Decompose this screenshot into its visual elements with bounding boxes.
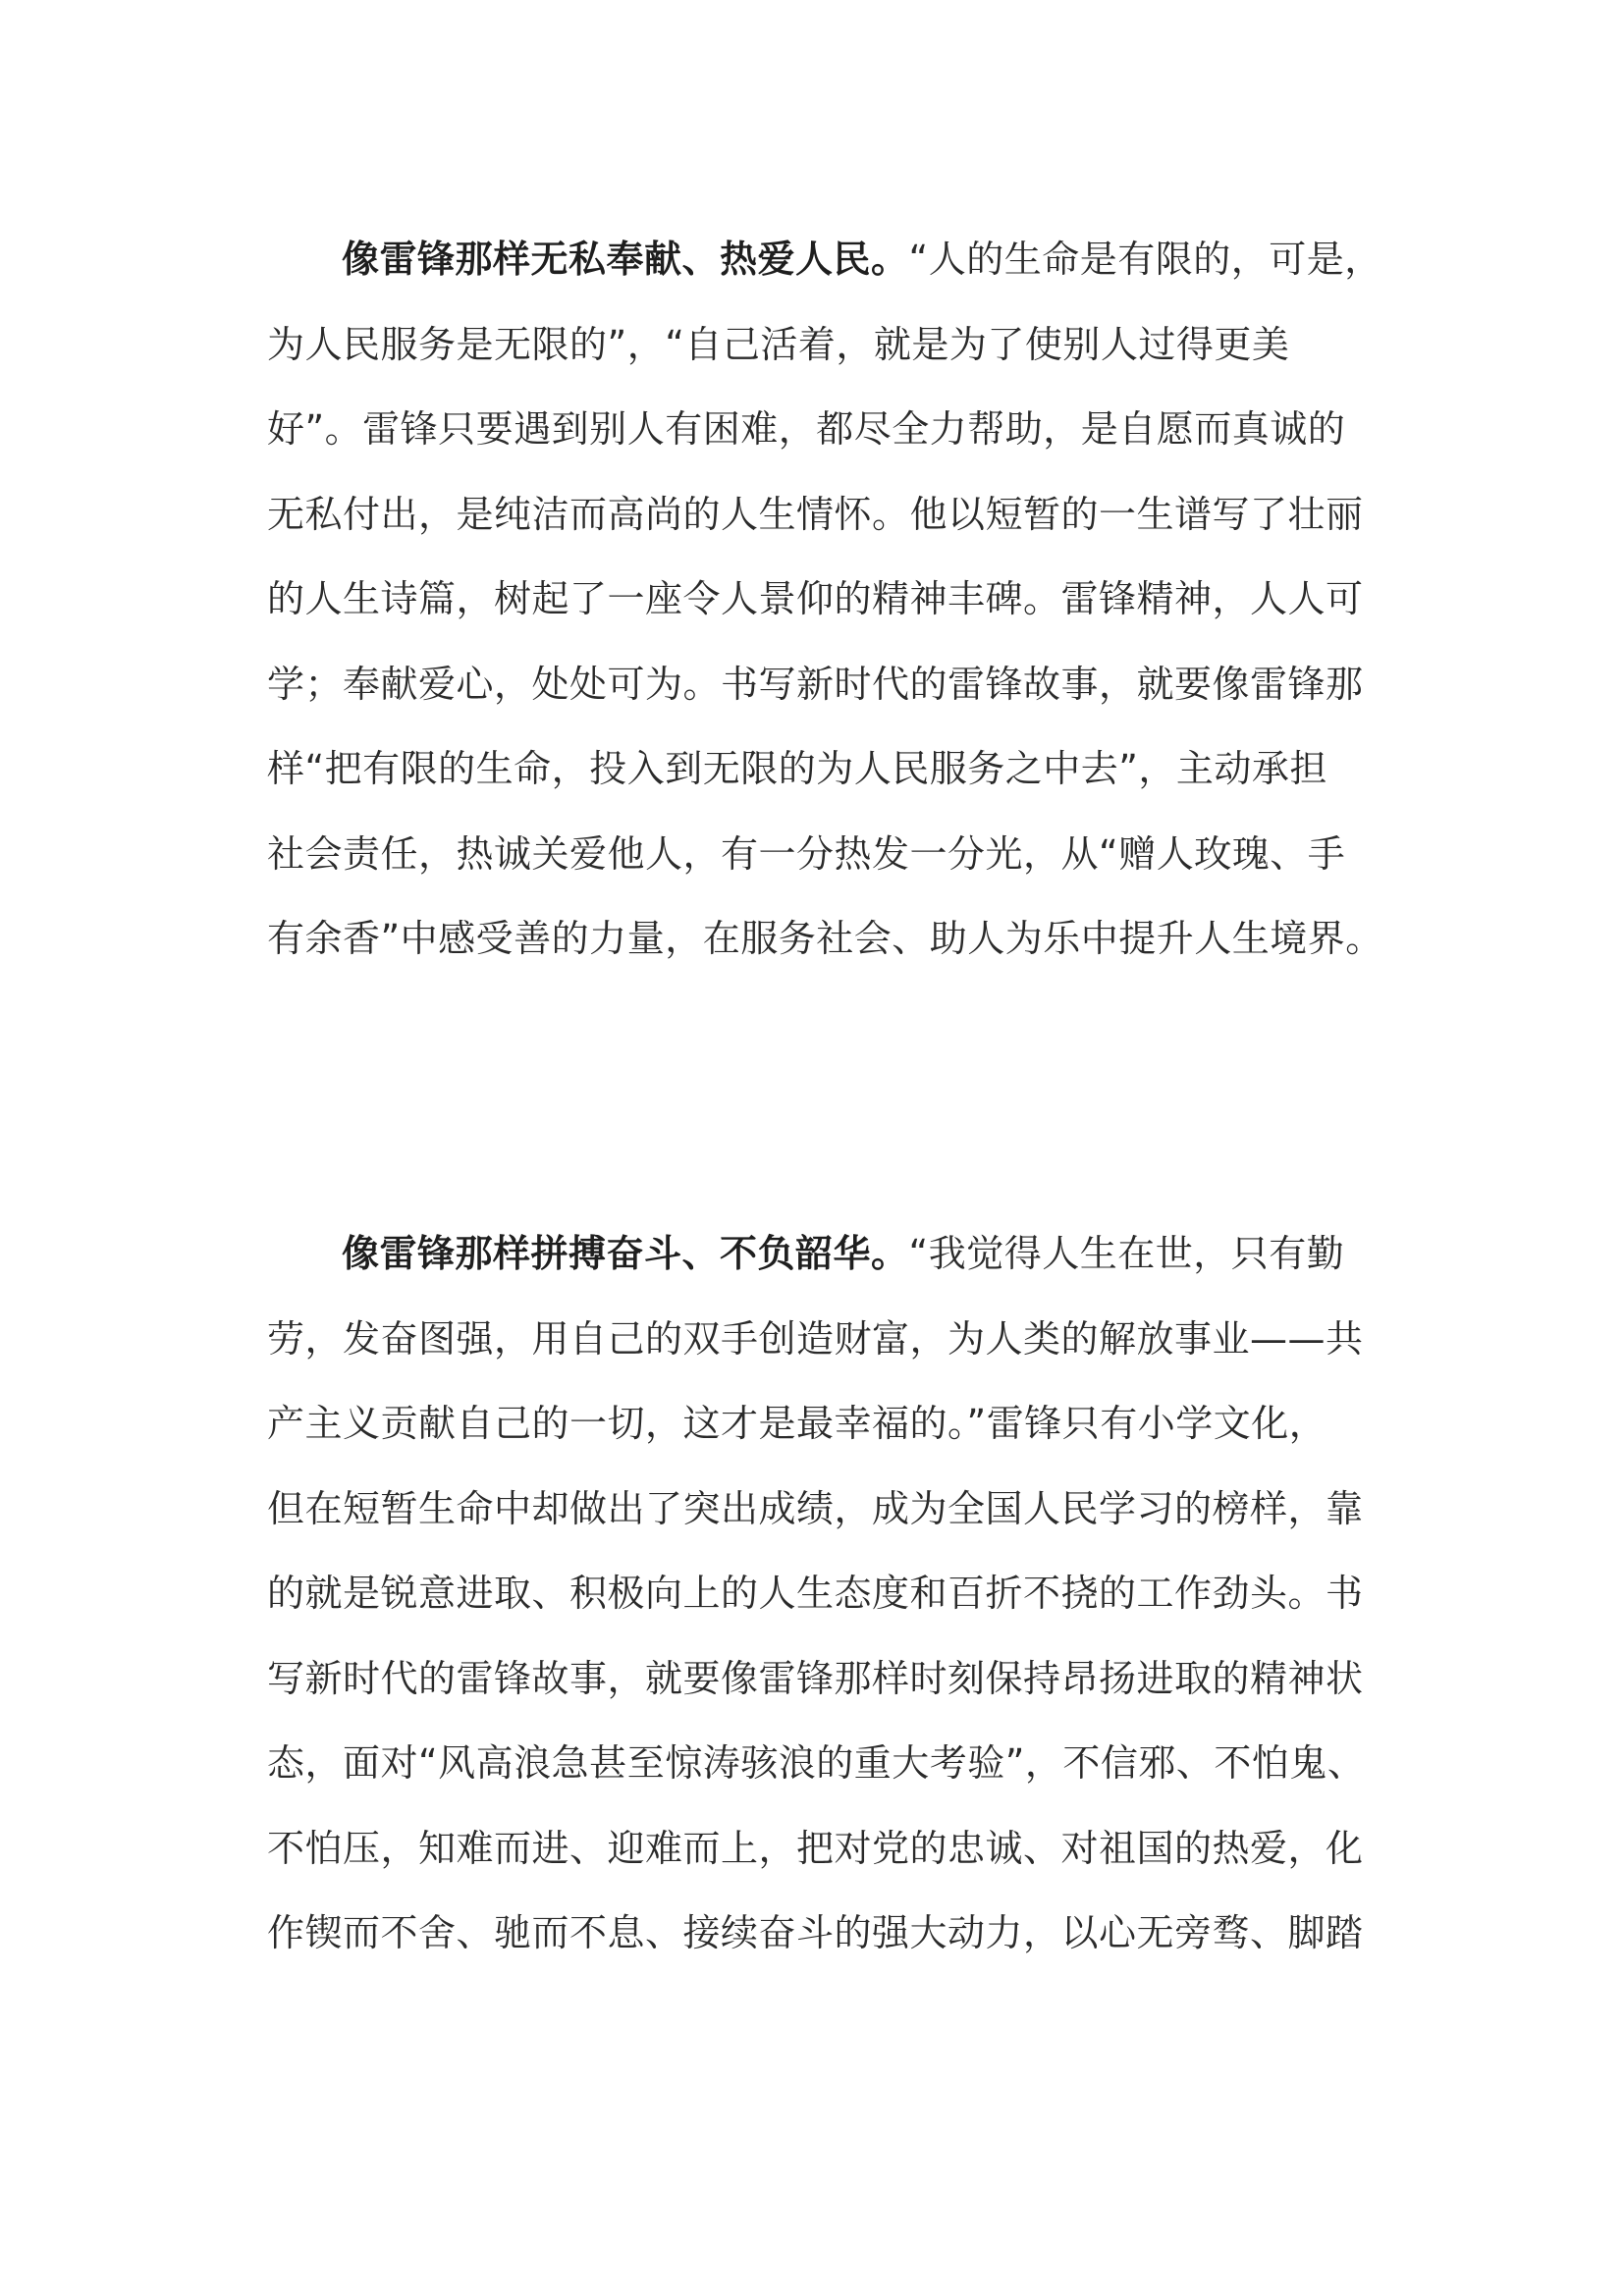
paragraph-line: 但在短暂生命中却做出了突出成绩，成为全国人民学习的榜样，靠 — [267, 1486, 1364, 1530]
paragraph-first-line — [267, 228, 1382, 313]
paragraph-lead-heading: 像雷锋那样拼搏奋斗、不负韶华。 — [342, 1232, 909, 1275]
paragraph-text: “我觉得人生在世，只有勤 — [908, 1232, 1345, 1275]
paragraph-line: 学；奉献爱心，处处可为。书写新时代的雷锋故事，就要像雷锋那 — [267, 662, 1364, 706]
paragraph-line: 产主义贡献自己的一切，这才是最幸福的。”雷锋只有小学文化， — [267, 1402, 1327, 1445]
paragraph-line: 作锲而不舍、驰而不息、接续奋斗的强大动力，以心无旁骛、脚踏 — [267, 1911, 1364, 1954]
paragraph-selfless-dedication — [267, 228, 1383, 992]
paragraph-line: 好”。雷锋只要遇到别人有困难，都尽全力帮助，是自愿而真诚的 — [267, 407, 1346, 451]
paragraph-text: “人的生命是有限的，可是， — [908, 238, 1382, 281]
paragraph-first-line — [267, 1222, 1357, 1308]
paragraph-line: 样“把有限的生命，投入到无限的为人民服务之中去”，主动承担 — [267, 747, 1327, 790]
paragraph-line: 为人民服务是无限的”，“自己活着，就是为了使别人过得更美 — [267, 322, 1290, 366]
paragraph-line: 社会责任，热诚关爱他人，有一分热发一分光，从“赠人玫瑰、手 — [267, 831, 1346, 876]
paragraph-line: 写新时代的雷锋故事，就要像雷锋那样时刻保持昂扬进取的精神状 — [267, 1656, 1364, 1700]
paragraph-line: 无私付出，是纯洁而高尚的人生情怀。他以短暂的一生谱写了壮丽 — [267, 492, 1364, 536]
paragraph-line: 劳，发奋图强，用自己的双手创造财富，为人类的解放事业——共 — [267, 1316, 1364, 1361]
paragraph-line: 的就是锐意进取、积极向上的人生态度和百折不挠的工作劲头。书 — [267, 1572, 1364, 1615]
paragraph-line: 的人生诗篇，树起了一座令人景仰的精神丰碑。雷锋精神，人人可 — [267, 577, 1364, 620]
paragraph-line: 有余香”中感受善的力量，在服务社会、助人为乐中提升人生境界。 — [267, 917, 1383, 960]
paragraph-line: 态，面对“风高浪急甚至惊涛骇浪的重大考验”，不信邪、不怕鬼、 — [267, 1741, 1366, 1785]
paragraph-striving — [267, 1222, 1366, 1987]
paragraph-line: 不怕压，知难而进、迎难而上，把对党的忠诚、对祖国的热爱，化 — [267, 1826, 1364, 1870]
paragraph-lead-heading: 像雷锋那样无私奉献、热爱人民。 — [342, 238, 909, 281]
